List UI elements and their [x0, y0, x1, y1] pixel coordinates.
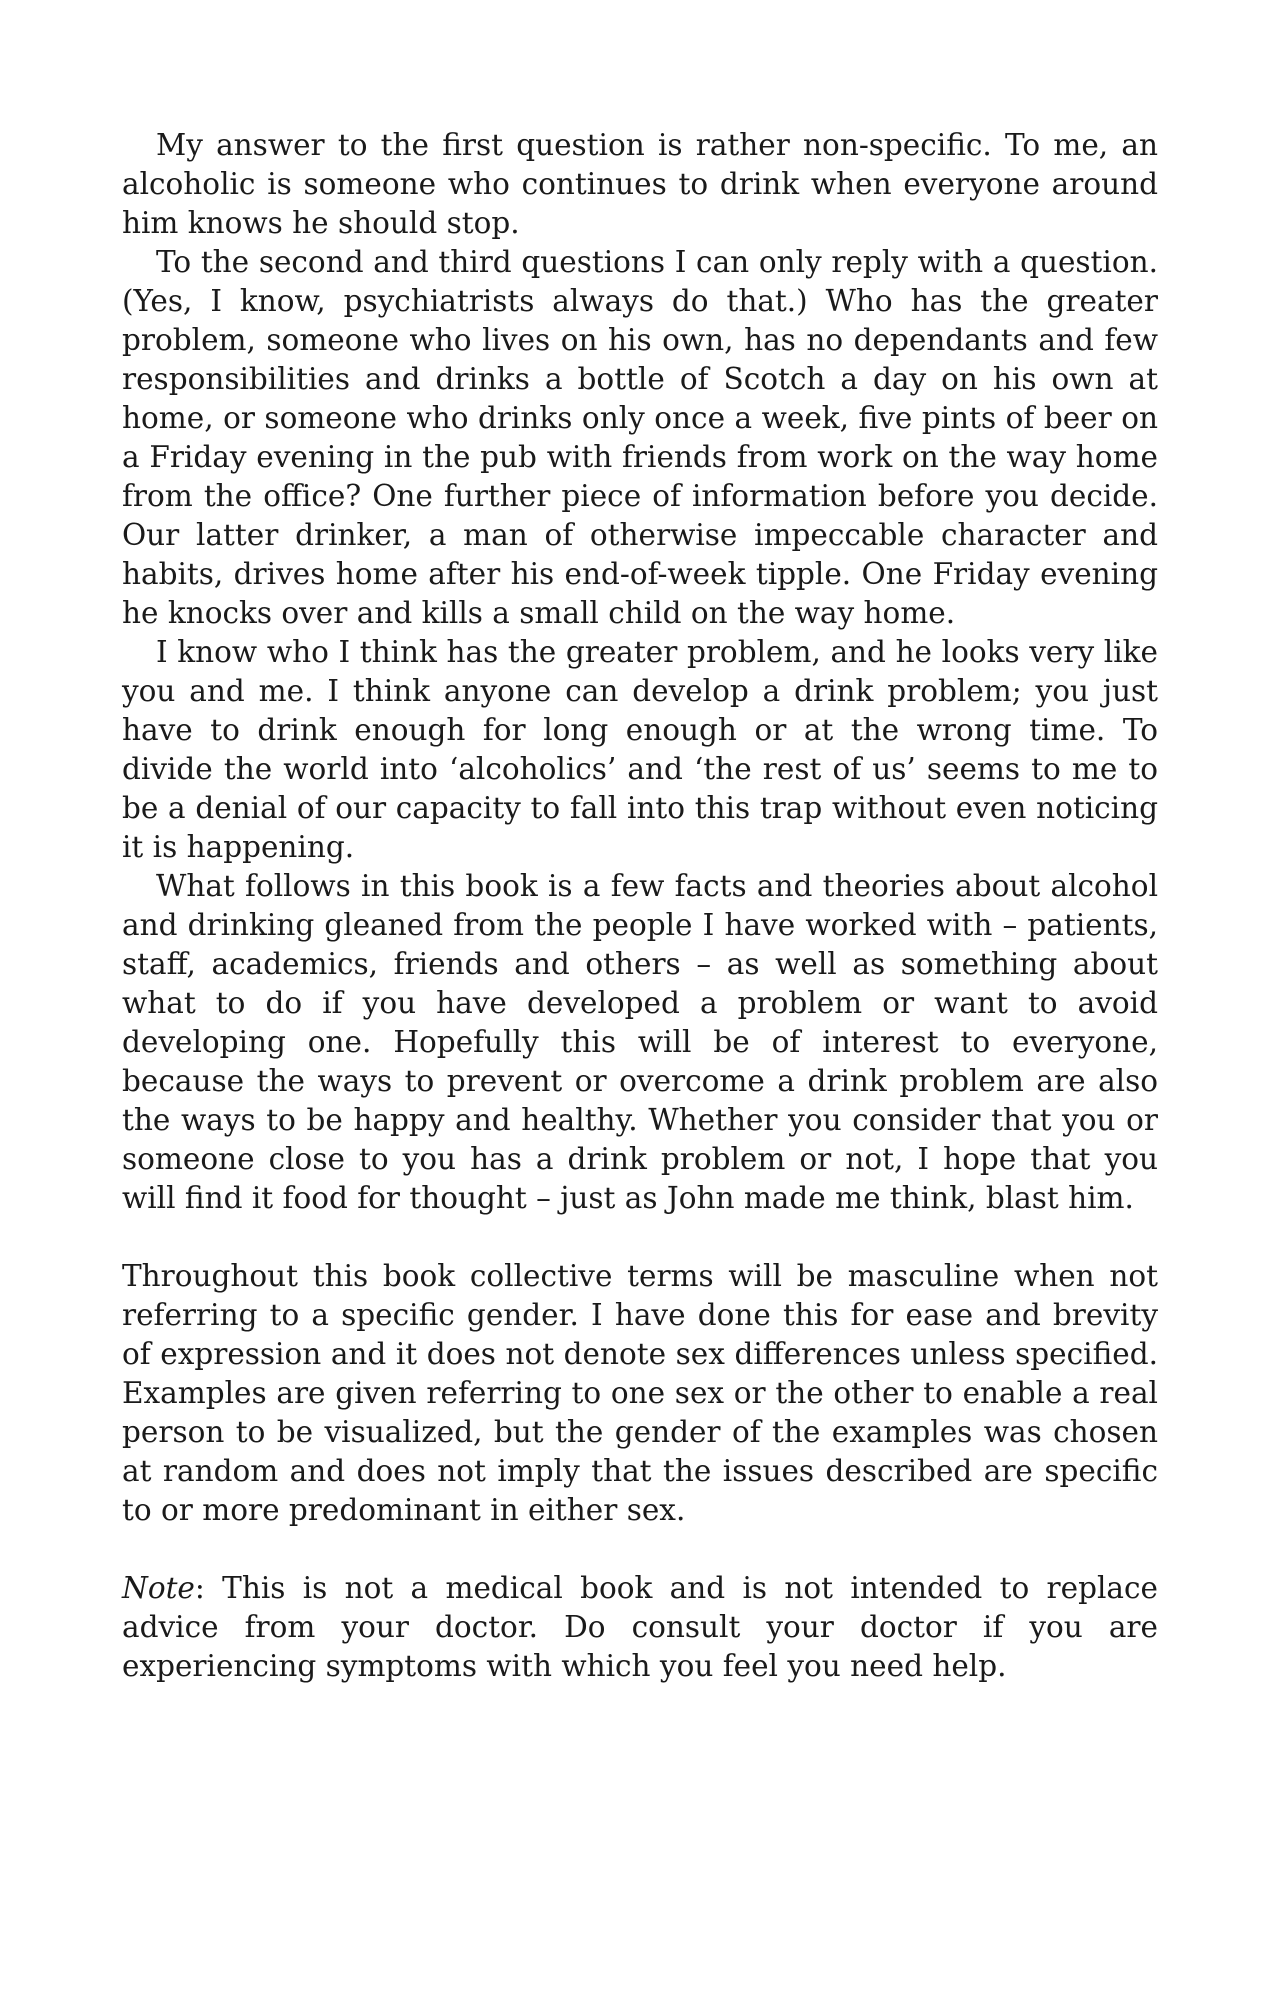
paragraph-book-contents: What follows in this book is a few facts and theories about alcohol and drinking gleaned from the people I have worked with – patients, staff, academics, friends and others – as well as something about what to do if you have developed a problem or want to avoid developing one. Hopefully this will be of interest to everyone, because the ways to prevent or overcome a drink problem are also the ways to be happy and healthy. Whether you consider that you or someone close to you has a drink problem or not, I hope that you will find it food for thought – just as John made me think, blast him. [122, 869, 1158, 1215]
medical-disclaimer [122, 1569, 1158, 1686]
paragraph-greater-problem: I know who I think has the greater problem, and he looks very like you and me. I think anyone can develop a drink problem; you just have to drink enough for long enough or at the wrong time. To divide the world into ‘alcoholics’ and ‘the rest of us’ seems to me to be a denial of our capacity to fall into this trap without even noticing it is happening. [122, 635, 1158, 864]
page-body [122, 126, 1158, 1686]
paragraph-question: To the second and third questions I can only reply with a question. (Yes, I know, psychiatrists always do that.) Who has the greater problem, someone who lives on his own, has no dependants and few responsibilities and drinks a bottle of Scotch a day on his own at home, or someone who drinks only once a week, five pints of beer on a Friday evening in the pub with friends from work on the way home from the office? One further piece of information before you decide. Our latter drinker, a man of otherwise impeccable character and habits, drives home after his end-of-week tipple. One Friday evening he knocks over and kills a small child on the way home. [122, 245, 1158, 630]
note-label: Note [122, 1571, 195, 1605]
paragraph-definition: My answer to the first question is rather non-specific. To me, an alcoholic is someone who continues to drink when everyone around him knows he should stop. [122, 128, 1158, 240]
note-text: : This is not a medical book and is not intended to replace advice from your doctor. Do consult your doctor if you are experiencing symptoms with which you feel you need help. [122, 1571, 1158, 1683]
gender-terms-note: Throughout this book collective terms will be masculine when not referring to a specific gender. I have done this for ease and brevity of expression and it does not denote sex differences unless specified. Examples are given referring to one sex or the other to enable a real person to be visualized, but the gender of the examples was chosen at random and does not imply that the issues described are specific to or more predominant in either sex. [122, 1259, 1158, 1527]
